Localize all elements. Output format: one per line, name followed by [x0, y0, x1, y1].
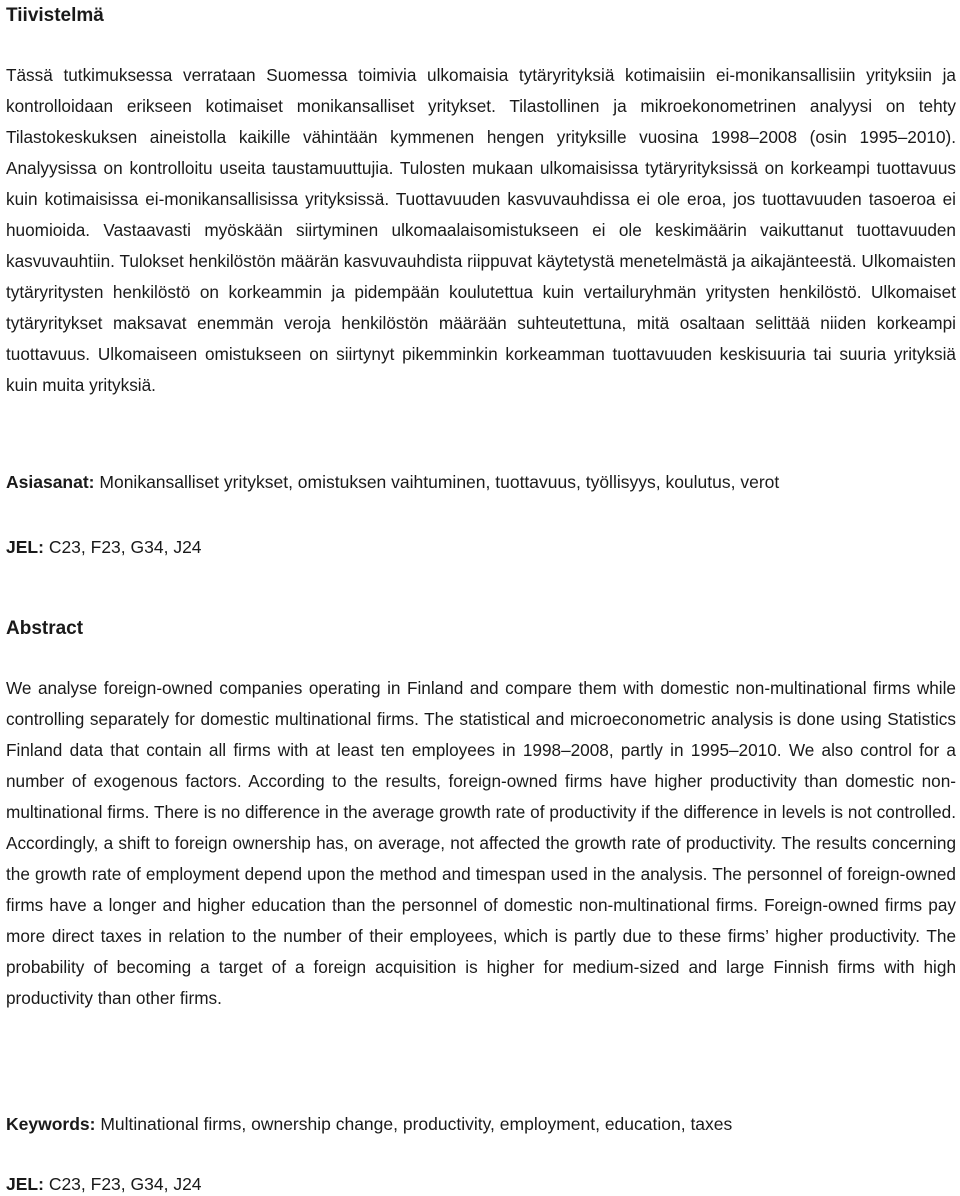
english-jel	[6, 1172, 202, 1196]
english-jel-label: JEL:	[6, 1174, 44, 1194]
english-keywords	[6, 1112, 732, 1136]
english-abstract-title: Abstract	[6, 618, 84, 639]
english-abstract-text: We analyse foreign-owned companies operating in Finland and compare them with domestic non-multinational firms while controlling separately for domestic multinational firms. The statistical and microeconometric analysis is done using Statistics Finland data that contain all firms with at least ten employees in 1998–2008, partly in 1995–2010. We also control for a number of exogenous factors. According to the results, foreign-owned firms have higher productivity than domestic non-multinational firms. There is no difference in the average growth rate of productivity if the difference in levels is not controlled. Accordingly, a shift to foreign ownership has, on average, not affected the growth rate of productivity. The results concerning the growth rate of employment depend upon the method and timespan used in the analysis. The personnel of foreign-owned firms have a longer and higher education than the personnel of domestic non-multinational firms. Foreign-owned firms pay more direct taxes in relation to the number of their employees, which is partly due to these firms’ higher productivity. The probability of becoming a target of a foreign acquisition is higher for medium-sized and large Finnish firms with high productivity than other firms.	[6, 678, 956, 1008]
finnish-keywords	[6, 470, 779, 494]
english-jel-value: C23, F23, G34, J24	[48, 1174, 202, 1194]
finnish-keywords-label: Asiasanat:	[6, 472, 95, 492]
finnish-abstract-text: Tässä tutkimuksessa verrataan Suomessa toimivia ulkomaisia tytäryrityksiä kotimaisiin ei-monikansallisiin yrityksiin ja kontrolloidaan erikseen kotimaiset monikansalliset yritykset. Tilastollinen ja mikroekonometrinen analyysi on tehty Tilastokeskuksen aineistolla kaikille vähintään kymmenen hengen yrityksille vuosina 1998–2008 (osin 1995–2010). Analyysissa on kontrolloitu useita taustamuuttujia. Tulosten mukaan ulkomaisissa tytäryrityksissä on korkeampi tuottavuus kuin kotimaisissa ei-monikansallisissa yrityksissä. Tuottavuuden kasvuvauhdissa ei ole eroa, jos tuottavuuden tasoeroa ei huomioida. Vastaavasti myöskään siirtyminen ulkomaalaisomistukseen ei ole keskimäärin vaikuttanut tuottavuuden kasvuvauhtiin. Tulokset henkilöstön määrän kasvuvauhdista riippuvat käytetystä menetelmästä ja aikajänteestä. Ulkomaisten tytäryritysten henkilöstö on korkeammin ja pidempään koulutettua kuin vertailuryhmän yritysten henkilöstö. Ulkomaiset tytäryritykset maksavat enemmän veroja henkilöstön määrään suhteutettuna, mitä osaltaan selittää niiden korkeampi tuottavuus. Ulkomaiseen omistukseen on siirtynyt pikemminkin korkeamman tuottavuuden keskisuuria tai suuria yrityksiä kuin muita yrityksiä.	[6, 65, 956, 395]
finnish-keywords-value: Monikansalliset yritykset, omistuksen vaihtuminen, tuottavuus, työllisyys, koulutus, verot	[99, 472, 780, 492]
finnish-jel-label: JEL:	[6, 537, 44, 557]
finnish-jel	[6, 535, 202, 559]
finnish-abstract-title: Tiivistelmä	[6, 5, 104, 26]
english-keywords-value: Multinational firms, ownership change, productivity, employment, education, taxes	[100, 1114, 733, 1134]
finnish-jel-value: C23, F23, G34, J24	[48, 537, 202, 557]
english-keywords-label: Keywords:	[6, 1114, 96, 1134]
